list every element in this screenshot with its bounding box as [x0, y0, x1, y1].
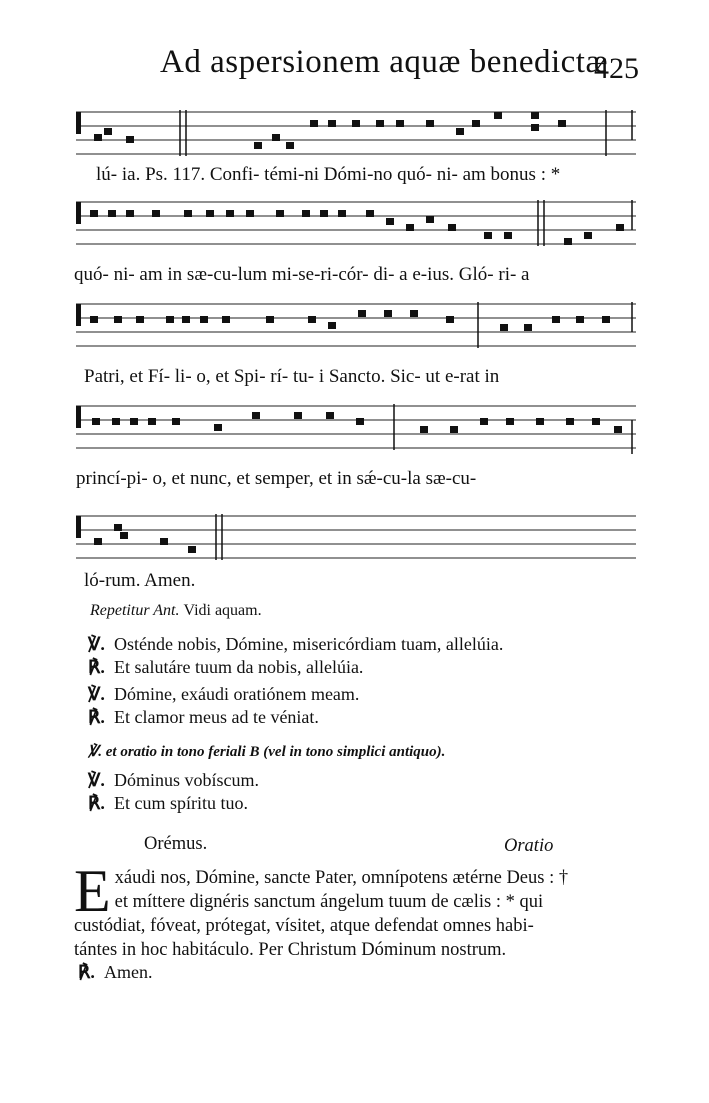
page-number: 425: [594, 52, 639, 85]
prayer-line-1: xáudi nos, Dómine, sancte Pater, omnípotens ætérne Deus : †: [114, 868, 569, 888]
chant-staff-1: [76, 104, 636, 162]
repetitur-italic: Repetitur Ant.: [90, 602, 180, 619]
page-title: Ad aspersionem aquæ benedictæ: [160, 44, 608, 80]
chant-staff-4-notation: [76, 398, 636, 456]
response-symbol: ℟.: [88, 707, 105, 727]
versicle-text: Osténde nobis, Dómine, misericórdiam tuam, allelúia.: [114, 634, 504, 654]
versicle-1: [88, 634, 503, 655]
response-text: Et salutáre tuum da nobis, allelúia.: [114, 657, 364, 677]
drop-capital: E: [74, 858, 111, 924]
response-symbol: ℟.: [88, 793, 105, 813]
prayer-line-2: et míttere dignéris sanctum ángelum tuum de cælis : * qui: [114, 892, 544, 912]
versicle-symbol: ℣.: [88, 634, 105, 654]
amen-response: [78, 962, 153, 983]
versicle-2: [88, 684, 359, 705]
response-3: [88, 793, 248, 814]
prayer-line-3: custódiat, fóveat, prótegat, vísitet, atque defendat omnes habi-: [74, 916, 534, 936]
response-1: [88, 657, 363, 678]
chant-staff-1-notation: [76, 104, 636, 162]
lyric-line-2: quó- ni- am in sæ-cu-lum mi-se-ri-cór- di- a e-ius. Gló- ri- a: [74, 264, 530, 285]
chant-staff-2: [76, 194, 636, 252]
response-text: Et cum spíritu tuo.: [114, 793, 248, 813]
chant-staff-5: [76, 508, 636, 566]
response-symbol: ℟.: [88, 657, 105, 677]
lyric-line-5: ló-rum. Amen.: [84, 570, 196, 591]
lyric-line-4: princí-pi- o, et nunc, et semper, et in sǽ-cu-la sæ-cu-: [76, 468, 477, 489]
chant-staff-5-notation: [76, 508, 636, 566]
prayer-paragraph: [74, 858, 636, 962]
response-symbol: ℟.: [78, 962, 95, 982]
oratio-heading: Oratio: [504, 836, 554, 856]
chant-staff-4: [76, 398, 636, 456]
prayer-line-4: tántes in hoc habitáculo. Per Christum Dóminum nostrum.: [74, 940, 507, 960]
versicle-3: [88, 770, 259, 791]
versicle-text: Dómine, exáudi oratiónem meam.: [114, 684, 360, 704]
repetitur-text: Vidi aquam.: [183, 602, 262, 619]
tone-rubric: ℣. et oratio in tono feriali B (vel in tono simplici antiquo).: [88, 744, 446, 760]
versicle-text: Dóminus vobíscum.: [114, 770, 260, 790]
chant-staff-3-notation: [76, 296, 636, 354]
response-2: [88, 707, 319, 728]
response-text: Et clamor meus ad te véniat.: [114, 707, 319, 727]
lyric-line-3: Patri, et Fí- li- o, et Spi- rí- tu- i Sancto. Sic- ut e-rat in: [84, 366, 500, 387]
lyric-line-1: lú- ia. Ps. 117. Confi- témi-ni Dómi-no quó- ni- am bonus : *: [96, 164, 561, 185]
versicle-symbol: ℣.: [88, 684, 105, 704]
repetitur-rubric: [90, 602, 262, 620]
oremus-heading: Orémus.: [144, 834, 208, 854]
amen-text: Amen.: [104, 962, 153, 982]
chant-staff-3: [76, 296, 636, 354]
versicle-symbol: ℣.: [88, 770, 105, 790]
chant-staff-2-notation: [76, 194, 636, 252]
